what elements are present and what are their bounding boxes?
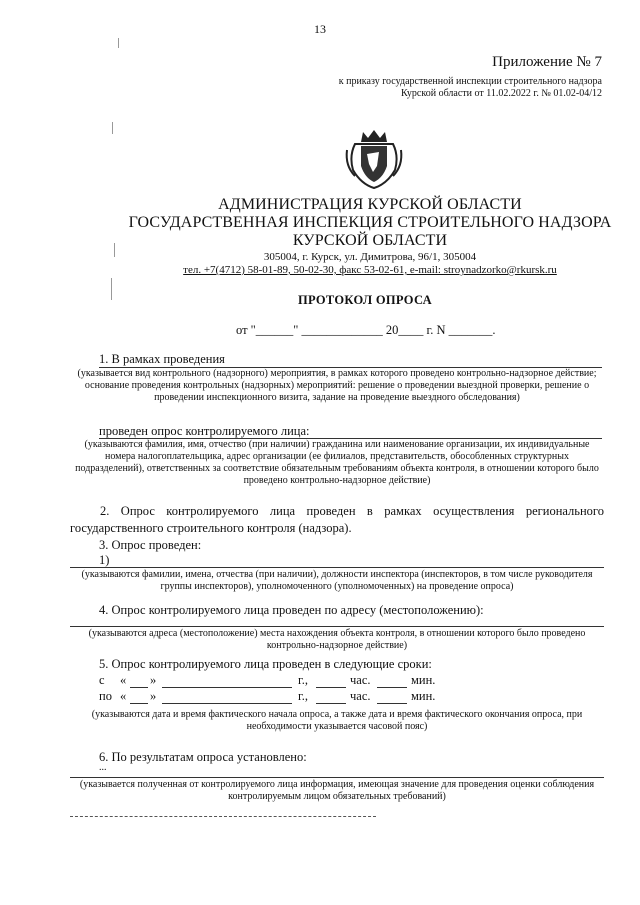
section-2-text: 2. Опрос контролируемого лица проведен в рамках осуществления регионального государственного строительного контроля (надзора).	[70, 504, 604, 535]
section-4-note: (указываются адреса (местоположение) места нахождения объекта контроля, в отношении которого было проведено контрольно-надзорное действие)	[88, 628, 586, 651]
section-1b-note: (указываются фамилия, имя, отчество (при наличии) гражданина или наименование организации, их индивидуальные номера налогоплательщика, адрес организации (ее филиалов, представительств, обособленных структурных подразделений), ответственных за соответствие обязательным требованиям объекта контроля, в отношении которого было проведено контрольно-надзорное действие)	[75, 439, 599, 486]
year-label: г.,	[298, 673, 308, 687]
quote-close: »	[150, 673, 157, 687]
section-6-dots: ...	[99, 762, 107, 773]
org-name-line-1: АДМИНИСТРАЦИЯ КУРСКОЙ ОБЛАСТИ	[218, 196, 522, 213]
section-5-label: 5. Опрос контролируемого лица проведен в следующие сроки:	[99, 657, 432, 671]
section-3-note: (указываются фамилии, имена, отчества (при наличии), должности инспектора (инспекторов, в том числе руководителя группы инспекторов), уполномоченного (уполномоченных) на проведение опроса)	[81, 569, 593, 592]
to-label: по	[99, 689, 112, 703]
hour-field	[316, 703, 346, 704]
section-5-note: (указываются дата и время фактического начала опроса, а также дата и время фактического окончания опроса, при необходимости указывается часовой пояс)	[91, 709, 583, 732]
fill-line	[70, 777, 604, 778]
from-label: с	[99, 673, 105, 687]
hour-field	[316, 687, 346, 688]
section-6-note: (указывается полученная от контролируемого лица информация, имеющая значение для проведения оценки соблюдения контролируемым лицом обязательных требований)	[79, 779, 595, 802]
day-field	[130, 687, 148, 688]
document-title: ПРОТОКОЛ ОПРОСА	[297, 293, 432, 307]
day-field	[130, 703, 148, 704]
minute-field	[377, 703, 407, 704]
section-3-label: 3. Опрос проведен:	[99, 538, 202, 552]
section-6-label: 6. По результатам опроса установлено:	[99, 750, 307, 764]
minute-label: мин.	[411, 689, 436, 703]
appendix-line-2: Курской области от 11.02.2022 г. № 01.02-04/12	[401, 88, 602, 99]
month-field	[162, 687, 292, 688]
year-label: г.,	[298, 689, 308, 703]
fill-line	[70, 816, 376, 817]
scan-mark	[118, 38, 119, 48]
month-field	[162, 703, 292, 704]
section-1-note: (указывается вид контрольного (надзорного) мероприятия, в рамках которого проведено контрольно-надзорное действие; основание проведения контрольных (надзорных) мероприятий: решение о проведении выездной проверки, решение о проведении инспекционного визита, задание на проведение выездного обследования)	[77, 368, 597, 403]
org-name-line-3: КУРСКОЙ ОБЛАСТИ	[292, 232, 448, 249]
section-1-label: 1. В рамках проведения	[99, 352, 225, 366]
quote-open: «	[120, 673, 127, 687]
coat-of-arms-icon	[343, 126, 405, 190]
quote-close: »	[150, 689, 157, 703]
quote-open: «	[120, 689, 127, 703]
page-number: 13	[314, 22, 326, 36]
org-address: 305004, г. Курск, ул. Димитрова, 96/1, 305004	[263, 251, 477, 263]
scan-mark	[112, 122, 113, 134]
minute-field	[377, 687, 407, 688]
hour-label: час.	[350, 689, 371, 703]
section-3-item-1: 1)	[99, 553, 110, 567]
section-1b-label: проведен опрос контролируемого лица:	[99, 424, 310, 438]
fill-line	[70, 567, 604, 568]
fill-line	[70, 626, 604, 627]
org-name-line-2: ГОСУДАРСТВЕННАЯ ИНСПЕКЦИЯ СТРОИТЕЛЬНОГО НАДЗОРА	[128, 214, 612, 231]
org-contacts: тел. +7(4712) 58-01-89, 50-02-30, факс 53-02-61, e-mail: stroynadzorko@rkursk.ru	[183, 264, 557, 276]
section-4-label: 4. Опрос контролируемого лица проведен по адресу (местоположению):	[99, 603, 484, 617]
minute-label: мин.	[411, 673, 436, 687]
appendix-title: Приложение № 7	[492, 54, 602, 70]
hour-label: час.	[350, 673, 371, 687]
appendix-line-1: к приказу государственной инспекции строительного надзора	[338, 76, 602, 87]
date-number-line: от "______" _____________ 20____ г. N _______.	[236, 323, 496, 337]
